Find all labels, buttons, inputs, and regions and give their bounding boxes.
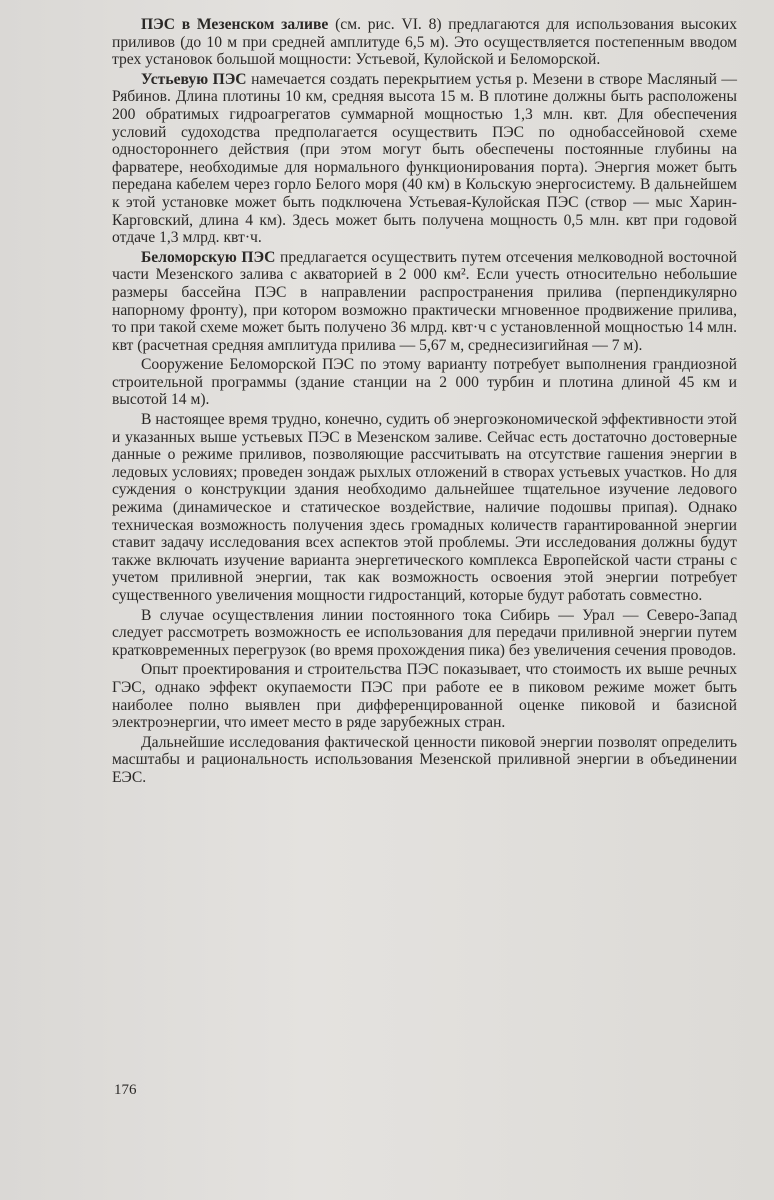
paragraph-ustevaya — [112, 71, 737, 247]
paragraph-lead: Устьевую ПЭС — [141, 70, 247, 88]
paragraph-text: В случае осуществления линии постоянного тока Сибирь — Урал — Северо-Запад следует рассмотреть возможность ее использования для передачи приливной энергии путем кратковременных перегрузок (во время прохождения пика) без увеличения сечения проводов. — [112, 606, 737, 659]
body-text — [112, 16, 737, 789]
paragraph-text: намечается создать перекрытием устья р. Мезени в створе Масляный — Рябинов. Длина плотины 10 км, средняя высота 15 м. В плотине должны быть расположены 200 обратимых гидроагрегатов суммарной мощностью 1,3 млн. квт. Для обеспечения условий судоходства предполагается осуществить ПЭС по однобассейновой схеме одностороннего действия (при этом могут быть обеспечены постоянные глубины на фарватере, необходимые для нормального функционирования порта). Энергия может быть передана кабелем через горло Белого моря (40 км) в Кольскую энергосистему. В дальнейшем к этой установке может быть подключена Устьевая-Кулойская ПЭС (створ — мыс Харин-Карговский, длина 4 км). Здесь может быть получена мощность 0,5 млн. квт при годовой отдаче 1,3 млрд. квт·ч. — [112, 70, 737, 247]
page-number: 176 — [114, 1082, 137, 1098]
paragraph-lead: Беломорскую ПЭС — [141, 248, 276, 266]
paragraph-further-research — [112, 734, 737, 787]
paragraph-text: предлагается осуществить путем отсечения мелководной восточной части Мезенского залива с акваторией в 2 000 км². Если учесть относительно небольшие размеры бассейна ПЭС в направлении распространения прилива (перпендикулярно напорному фронту), при котором возможно практически мгновенное продвижение прилива, то при такой схеме может быть получено 36 млрд. квт·ч с установленной мощностью 14 млн. квт (расчетная средняя амплитуда прилива — 5,67 м, среднесизигийная — 7 м). — [112, 248, 737, 354]
paragraph-dc-line — [112, 607, 737, 660]
paragraph-efficiency — [112, 411, 737, 605]
paragraph-text: Опыт проектирования и строительства ПЭС показывает, что стоимость их выше речных ГЭС, однако эффект окупаемости ПЭС при работе ее в пиковом режиме может быть наиболее полно выявлен при дифференцированной оценке пиковой и базисной электроэнергии, что имеет место в ряде зарубежных стран. — [112, 661, 737, 732]
paragraph-mezen-bay — [112, 16, 737, 69]
paragraph-text: Дальнейшие исследования фактической ценности пиковой энергии позволят определить масштабы и рациональность использования Мезенской приливной энергии в объединении ЕЭС. — [112, 733, 737, 786]
paragraph-lead: ПЭС в Мезенском заливе — [141, 16, 329, 33]
paragraph-text: (см. рис. VI. 8) предлагаются для использования высоких приливов (до 10 м при средней амплитуде 6,5 м). Это осуществляется постепенным вводом трех установок большой мощности: Устьевой, Кулойской и Беломорской. — [112, 16, 737, 69]
paragraph-text: В настоящее время трудно, конечно, судить об энергоэкономической эффективности этой и указанных выше устьевых ПЭС в Мезенском заливе. Сейчас есть достаточно достоверные данные о режиме приливов, позволяющие рассчитывать на отсутствие гашения энергии в ледовых условиях; проведен зондаж рыхлых отложений в створах устьевых участков. Но для суждения о конструкции здания необходимо дальнейшее тщательное изучение ледового режима (динамическое и статическое воздействие, наличие подошвы припая). Однако техническая возможность получения здесь громадных количеств гарантированной энергии ставит задачу исследования всех аспектов этой проблемы. Эти исследования должны будут также включать изучение варианта энергетического комплекса Европейской части страны с учетом приливной энергии, так как возможность освоения этой энергии потребует существенного увеличения мощности гидростанций, которые будут работать совместно. — [112, 411, 737, 604]
paragraph-experience — [112, 661, 737, 731]
paragraph-construction — [112, 356, 737, 409]
paragraph-belomorskaya — [112, 249, 737, 355]
paragraph-text: Сооружение Беломорской ПЭС по этому варианту потребует выполнения грандиозной строительной программы (здание станции на 2 000 турбин и плотина длиной 45 км и высотой 14 м). — [112, 356, 737, 409]
